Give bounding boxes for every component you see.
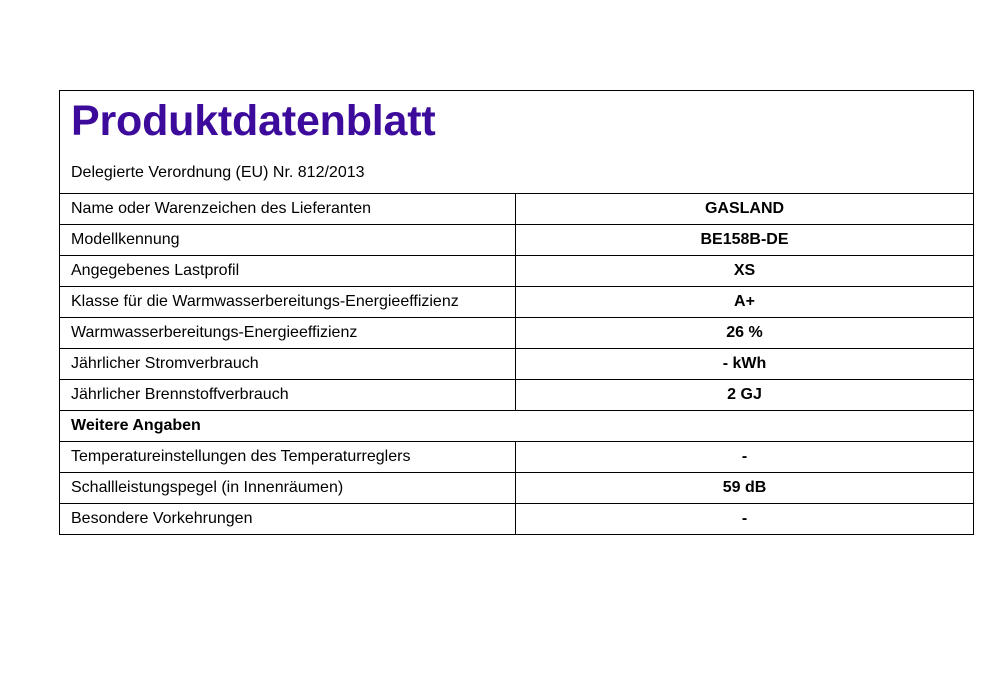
row-label: Schallleistungspegel (in Innenräumen) bbox=[60, 473, 516, 504]
row-value: GASLAND bbox=[516, 194, 974, 225]
table-row bbox=[60, 287, 974, 318]
header-cell bbox=[60, 91, 974, 194]
row-value: - kWh bbox=[516, 349, 974, 380]
row-label: Temperatureinstellungen des Temperaturreglers bbox=[60, 442, 516, 473]
row-value: - bbox=[516, 504, 974, 535]
row-label: Name oder Warenzeichen des Lieferanten bbox=[60, 194, 516, 225]
page-title: Produktdatenblatt bbox=[71, 97, 436, 145]
section-heading: Weitere Angaben bbox=[60, 411, 974, 442]
row-value: 26 % bbox=[516, 318, 974, 349]
table-row bbox=[60, 256, 974, 287]
table-row bbox=[60, 194, 974, 225]
row-label: Klasse für die Warmwasserbereitungs-Energieeffizienz bbox=[60, 287, 516, 318]
row-label: Besondere Vorkehrungen bbox=[60, 504, 516, 535]
table-row bbox=[60, 380, 974, 411]
header-row bbox=[60, 91, 974, 194]
row-label: Modellkennung bbox=[60, 225, 516, 256]
row-label: Angegebenes Lastprofil bbox=[60, 256, 516, 287]
table-row bbox=[60, 225, 974, 256]
row-value: - bbox=[516, 442, 974, 473]
row-value: 59 dB bbox=[516, 473, 974, 504]
table-row bbox=[60, 318, 974, 349]
table-row bbox=[60, 504, 974, 535]
row-label: Jährlicher Stromverbrauch bbox=[60, 349, 516, 380]
table-row bbox=[60, 349, 974, 380]
row-value: XS bbox=[516, 256, 974, 287]
product-data-sheet-table bbox=[59, 90, 974, 535]
table-row bbox=[60, 442, 974, 473]
row-value: A+ bbox=[516, 287, 974, 318]
section-row bbox=[60, 411, 974, 442]
row-label: Jährlicher Brennstoffverbrauch bbox=[60, 380, 516, 411]
row-value: BE158B-DE bbox=[516, 225, 974, 256]
row-label: Warmwasserbereitungs-Energieeffizienz bbox=[60, 318, 516, 349]
row-value: 2 GJ bbox=[516, 380, 974, 411]
regulation-subtitle: Delegierte Verordnung (EU) Nr. 812/2013 bbox=[71, 164, 365, 181]
table-row bbox=[60, 473, 974, 504]
